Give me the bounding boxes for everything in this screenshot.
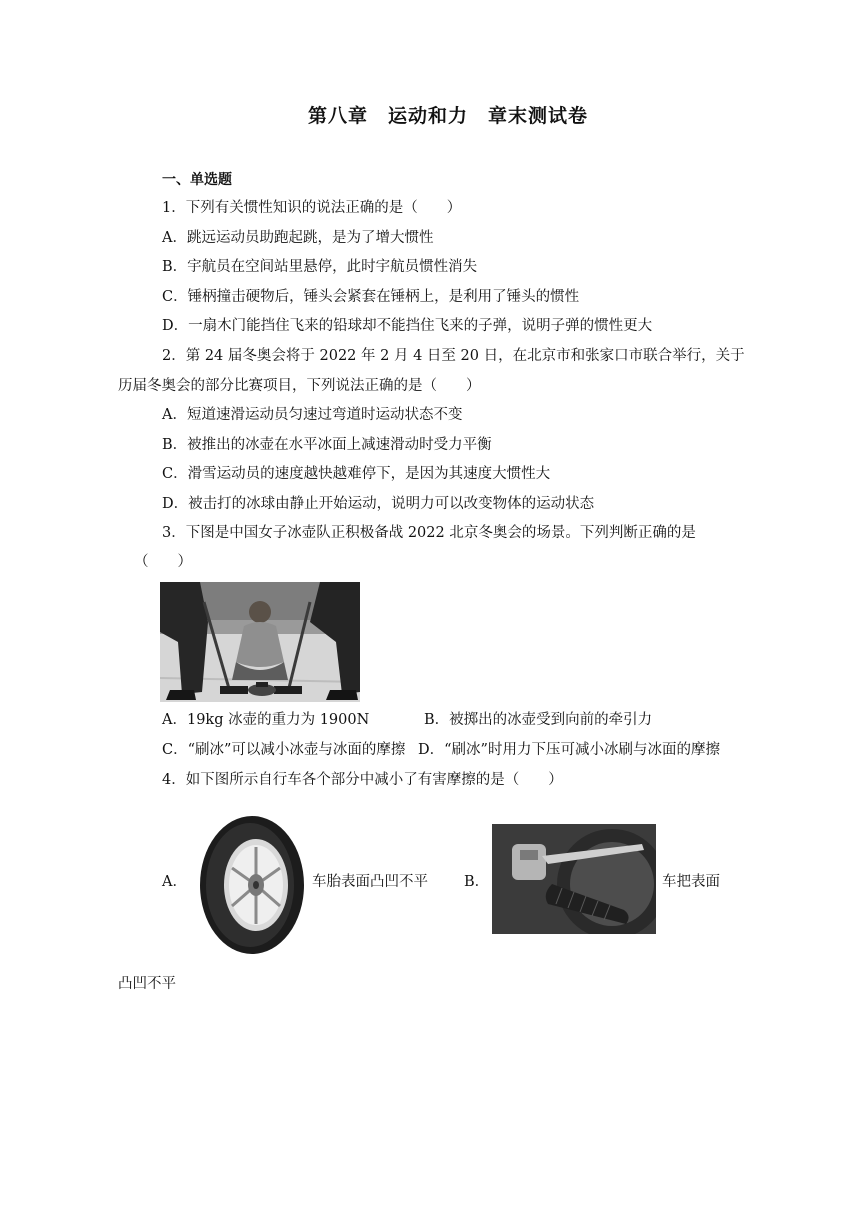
q1-option-c: C．锤柄撞击硬物后，锤头会紧套在锤柄上，是利用了锤头的惯性	[162, 289, 580, 305]
q3-option-d: D．“刷冰”时用力下压可减小冰刷与冰面的摩擦	[418, 742, 720, 758]
q4-option-b-text: 车把表面	[662, 874, 720, 890]
q4-option-b-letter: B．	[464, 874, 490, 890]
q1-stem: 1．下列有关惯性知识的说法正确的是（ ）	[162, 200, 462, 216]
q2-option-c: C．滑雪运动员的速度越快越难停下，是因为其速度大惯性大	[162, 466, 551, 482]
q1-option-d: D．一扇木门能挡住飞来的铅球却不能挡住飞来的子弹，说明子弹的惯性更大	[162, 318, 653, 334]
page-title: 第八章 运动和力 章末测试卷	[308, 105, 589, 127]
section-heading: 一、单选题	[162, 172, 232, 188]
q3-stem-line2: （ ）	[134, 554, 192, 570]
q3-stem-line1: 3．下图是中国女子冰壶队正积极备战 2022 北京冬奥会的场景。下列判断正确的是	[162, 525, 696, 541]
q4-option-b-text-continued: 凸凹不平	[118, 976, 176, 992]
q1-option-b: B．宇航员在空间站里悬停，此时宇航员惯性消失	[162, 259, 478, 275]
handlebar-grip-image	[492, 824, 656, 934]
q2-option-b: B．被推出的冰壶在水平冰面上减速滑动时受力平衡	[162, 437, 492, 453]
q3-option-b: B．被掷出的冰壶受到向前的牵引力	[424, 712, 653, 728]
q4-stem: 4．如下图所示自行车各个部分中减小了有害摩擦的是（ ）	[162, 772, 563, 788]
curling-photo	[160, 582, 360, 702]
q3-option-a: A．19kg 冰壶的重力为 1900N	[162, 712, 370, 728]
q2-option-a: A．短道速滑运动员匀速过弯道时运动状态不变	[162, 407, 463, 423]
q4-option-a-text: 车胎表面凸凹不平	[312, 874, 428, 890]
q4-option-a-letter: A．	[162, 874, 187, 890]
q1-option-a: A．跳远运动员助跑起跳，是为了增大惯性	[162, 230, 434, 246]
q2-option-d: D．被击打的冰球由静止开始运动，说明力可以改变物体的运动状态	[162, 496, 595, 512]
q3-option-c: C．“刷冰”可以减小冰壶与冰面的摩擦	[162, 742, 406, 758]
q2-stem-line1: 2．第 24 届冬奥会将于 2022 年 2 月 4 日至 20 日，在北京市和张家口市联合举行，关于	[162, 348, 745, 364]
q2-stem-line2: 历届冬奥会的部分比赛项目，下列说法正确的是（ ）	[118, 378, 481, 394]
tire-image	[196, 814, 306, 956]
